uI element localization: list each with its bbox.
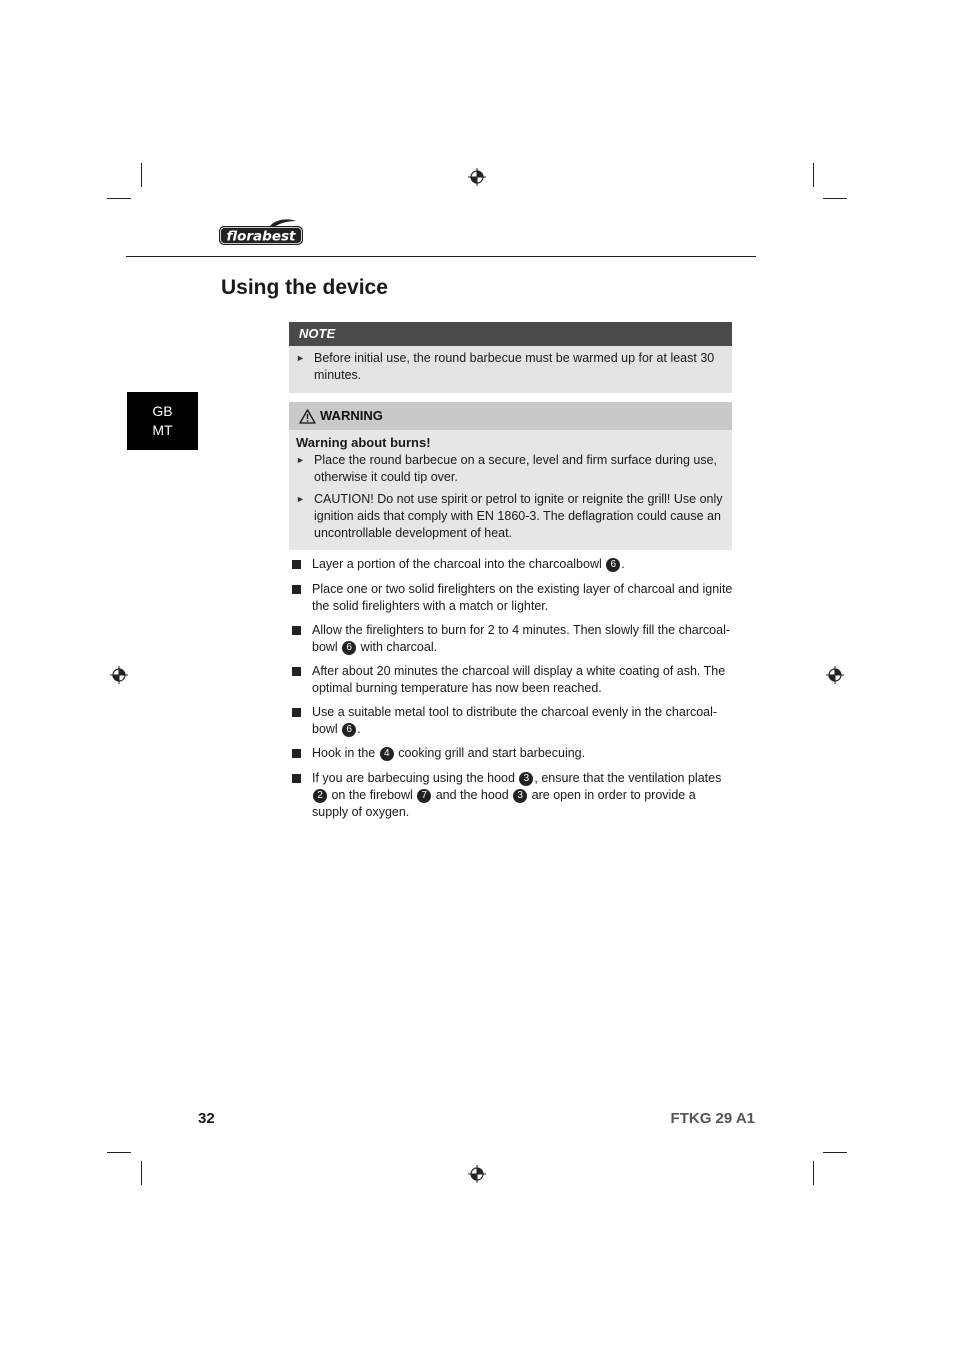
note-body	[289, 346, 732, 393]
square-bullet-icon	[292, 622, 312, 656]
language-tab	[127, 392, 198, 450]
step-text	[312, 770, 734, 821]
step-item	[292, 704, 734, 738]
arrow-bullet-icon: ►	[296, 353, 305, 363]
crop-mark	[141, 163, 142, 187]
warning-item	[296, 491, 725, 542]
part-number-badge: 4	[380, 747, 394, 761]
part-number-badge: 3	[513, 789, 527, 803]
part-number-badge: 7	[417, 789, 431, 803]
step-item	[292, 581, 734, 615]
registration-mark-icon	[826, 666, 844, 684]
step-text-part: and the hood	[432, 788, 513, 802]
warning-item-text: Place the round barbecue on a secure, level and firm surface during use, otherwise it could tip over.	[314, 453, 718, 484]
step-text-part: If you are barbecuing using the hood	[312, 771, 519, 785]
note-item-text: Before initial use, the round barbecue must be warmed up for at least 30 minutes.	[314, 351, 715, 382]
step-item	[292, 556, 734, 574]
warning-header	[289, 402, 732, 430]
florabest-logo	[218, 218, 304, 246]
header-rule	[126, 256, 756, 257]
step-text-part: Allow the firelighters to burn for 2 to 4 minutes. Then slowly fill the charcoal-bowl	[312, 623, 731, 654]
step-text-part: are open in order to provide a supply of oxygen.	[312, 788, 696, 819]
step-text	[312, 704, 734, 738]
warning-subheading: Warning about burns!	[296, 435, 431, 450]
square-bullet-icon	[292, 770, 312, 821]
step-text-part: .	[621, 557, 625, 571]
registration-mark-icon	[468, 1165, 486, 1183]
note-box	[289, 322, 732, 393]
step-text-part: cooking grill and start barbecuing.	[394, 746, 586, 760]
language-code: GB	[152, 403, 173, 419]
model-number: FTKG 29 A1	[670, 1110, 755, 1127]
warning-item	[296, 452, 725, 486]
part-number-badge: 6	[342, 641, 356, 655]
step-text-part: After about 20 minutes the charcoal will display a white coating of ash. The optimal burning temperature has now been reached.	[312, 664, 726, 695]
registration-mark-icon	[468, 168, 486, 186]
logo-text: florabest	[226, 228, 296, 245]
part-number-badge: 2	[313, 789, 327, 803]
part-number-badge: 6	[606, 558, 620, 572]
step-text	[312, 556, 625, 574]
step-text-part: with charcoal.	[357, 640, 438, 654]
crop-mark	[813, 163, 814, 187]
crop-mark	[107, 1152, 131, 1153]
note-heading: NOTE	[289, 322, 732, 346]
step-item	[292, 622, 734, 656]
step-text-part: on the firebowl	[328, 788, 417, 802]
part-number-badge: 3	[519, 772, 533, 786]
registration-mark-icon	[110, 666, 128, 684]
step-text-part: Place one or two solid firelighters on the existing layer of charcoal and ignite the solid firelighters with a match or lighter.	[312, 582, 733, 613]
square-bullet-icon	[292, 556, 312, 574]
crop-mark	[813, 1161, 814, 1185]
crop-mark	[823, 1152, 847, 1153]
language-code: MT	[152, 422, 173, 438]
warning-heading: WARNING	[320, 408, 383, 423]
step-text	[312, 663, 734, 697]
step-text-part: , ensure that the ventilation plates	[534, 771, 722, 785]
step-text-part: Use a suitable metal tool to distribute the charcoal evenly in the charcoal-bowl	[312, 705, 718, 736]
step-item	[292, 770, 734, 821]
step-text-part: Layer a portion of the charcoal into the charcoalbowl	[312, 557, 606, 571]
square-bullet-icon	[292, 704, 312, 738]
note-item	[296, 350, 722, 384]
square-bullet-icon	[292, 745, 312, 763]
warning-box	[289, 402, 732, 550]
step-text	[312, 745, 585, 763]
crop-mark	[107, 198, 131, 199]
warning-body	[289, 452, 732, 550]
page-number: 32	[198, 1110, 215, 1127]
square-bullet-icon	[292, 663, 312, 697]
arrow-bullet-icon: ►	[296, 494, 305, 504]
step-text	[312, 581, 734, 615]
step-text-part: Hook in the	[312, 746, 379, 760]
step-text	[312, 622, 734, 656]
square-bullet-icon	[292, 581, 312, 615]
crop-mark	[823, 198, 847, 199]
step-item	[292, 663, 734, 697]
instruction-steps	[292, 556, 734, 828]
part-number-badge: 6	[342, 723, 356, 737]
step-item	[292, 745, 734, 763]
warning-triangle-icon	[299, 409, 316, 424]
crop-mark	[141, 1161, 142, 1185]
step-text-part: .	[357, 722, 361, 736]
page-title: Using the device	[221, 276, 388, 299]
arrow-bullet-icon: ►	[296, 455, 305, 465]
warning-item-text: CAUTION! Do not use spirit or petrol to ignite or reignite the grill! Use only ignition aids that comply with EN 1860-3. The deflagration could cause an uncontrollable development of heat.	[314, 492, 723, 540]
